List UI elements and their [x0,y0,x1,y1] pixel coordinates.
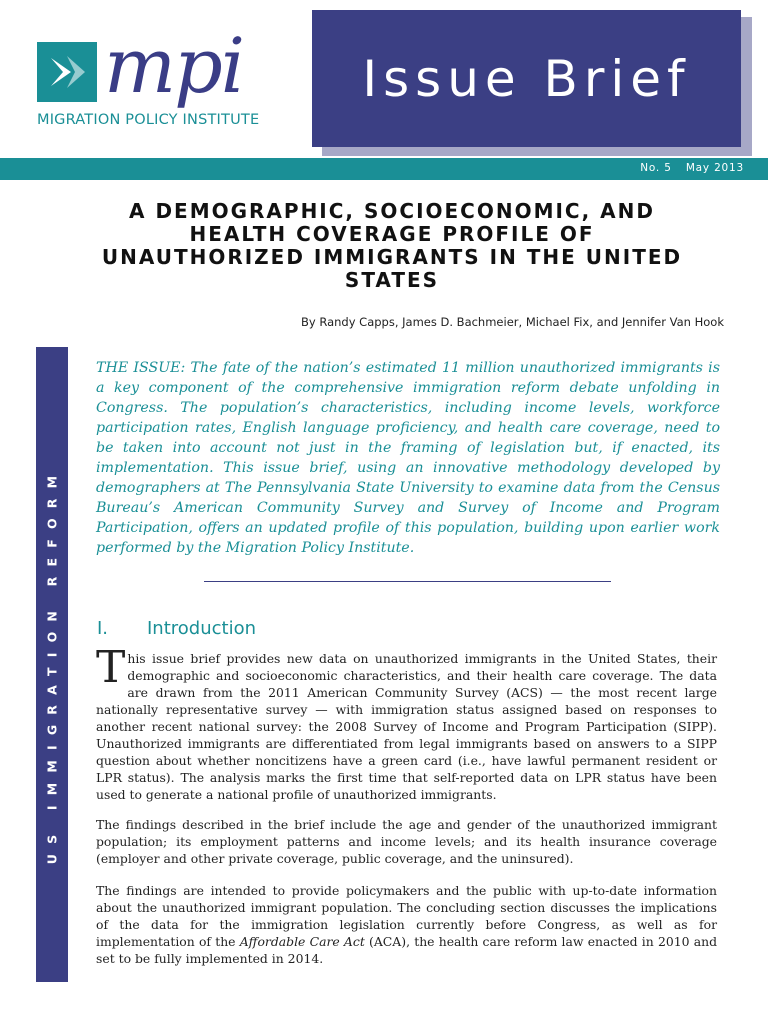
series-title: Issue Brief [362,49,691,108]
issue-number: No. 5 [640,162,672,174]
topic-sidebar-label: US IMMIGRATION REFORM [44,465,60,864]
intro-paragraph-2: The findings described in the brief include the age and gender of the unauthorized immigrant population; its employment patterns and income levels; and its health insurance coverage (employer and other private coverage, public coverage, and the uninsured). [96,817,717,866]
intro-paragraph-3-part-2: (ACA), the health care reform law enacted in 2010 and set to be fully implemented in 2014. [96,934,717,966]
mpi-logo-subtitle: MIGRATION POLICY INSTITUTE [37,112,260,128]
section-divider [204,581,611,582]
author-line: By Randy Capps, James D. Bachmeier, Michael Fix, and Jennifer Van Hook [300,315,724,329]
section-heading-introduction [97,618,497,639]
section-number: I. [97,618,109,639]
document-title: A DEMOGRAPHIC, SOCIOECONOMIC, AND HEALTH COVERAGE PROFILE OF UNAUTHORIZED IMMIGRANTS IN THE UNITED STATES [101,199,683,292]
issue-date: May 2013 [685,162,744,174]
intro-paragraph-3-part-1: The findings are intended to provide policymakers and the public with up-to-date information about the unauthorized immigrant population. The concluding section discusses the implications of the data for the immigration legislation currently before Congress, as well as for implementation of the [96,883,717,949]
drop-cap: T [96,642,126,693]
intro-paragraph-1 [96,642,717,803]
mpi-logo-mark [37,42,97,102]
issue-brief-banner [312,10,741,147]
issue-summary: THE ISSUE: The fate of the nation’s estimated 11 million unauthorized immigrants is a key component of the comprehensive immigration reform debate unfolding in Congress. The population’s characteristics, including income levels, workforce participation rates, English language proficiency, and health care coverage, need to be taken into account not just in the framing of legislation but, if enacted, its implementation. This issue brief, using an innovative methodology developed by demographers at The Pennsylvania State University to examine data from the Census Bureau’s American Community Survey and Survey of Income and Program Participation, offers an updated profile of this population, building upon earlier work performed by the Migration Policy Institute. [96,360,720,556]
intro-paragraph-3 [96,882,717,967]
section-title: Introduction [147,618,257,639]
issue-meta [640,162,744,174]
topic-sidebar [36,347,68,982]
aca-title: Affordable Care Act [239,934,365,949]
intro-paragraph-1-text: his issue brief provides new data on unauthorized immigrants in the United States, their demographic and socioeconomic characteristics, and their health care coverage. The data are drawn from the 2011 American Community Survey (ACS) — the most recent large nationally representative survey — with immigration status assigned based on responses to another recent national survey: the 2008 Survey of Income and Program Participation (SIPP). Unauthorized immigrants are differentiated from legal immigrants based on answers to a SIPP question about whether noncitizens have a green card (i.e., have lawful permanent resident or LPR status). The analysis marks the first time that self-reported data on LPR status have been used to generate a national profile of unauthorized immigrants. [96,651,717,802]
mpi-logo-letters: mpi [104,21,244,110]
